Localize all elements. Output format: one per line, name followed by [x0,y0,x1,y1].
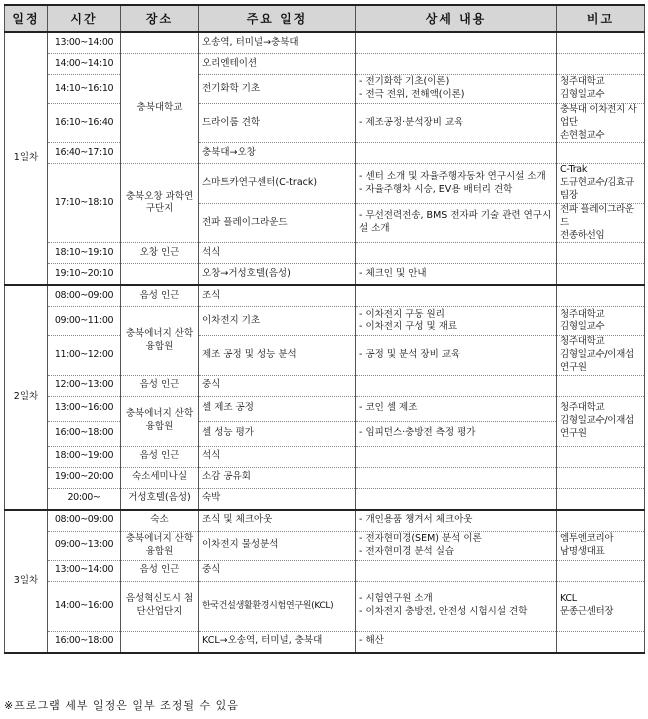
note-line: 김형일교수/이재섭연구원 [560,349,634,373]
main-cell: 오창→거성호텔(음성) [199,264,356,286]
day-label: 3일차 [5,510,48,653]
detail-cell [356,631,557,653]
header-place: 장소 [121,5,199,32]
detail-line: - 개인용품 챙겨서 체크아웃 [359,514,473,526]
note-cell [557,54,645,75]
day-label: 1일차 [5,32,48,285]
place-cell: 충북대학교 [121,54,199,164]
note-cell [557,243,645,264]
main-cell: 조식 [199,285,356,307]
detail-cell [356,243,557,264]
place-line: 충북에너지 산학융합원 [125,532,194,557]
place-cell: 음성 인근 [121,375,199,396]
note-cell [557,104,645,143]
time-cell: 13:00~16:00 [48,396,121,421]
time-cell: 17:10~18:10 [48,164,121,243]
place-cell: 음성 인근 [121,285,199,307]
detail-line: - 전극 전위, 전해액(이론) [359,89,465,100]
main-cell: 충북대→오창 [199,143,356,164]
time-cell: 16:00~18:00 [48,631,121,653]
main-cell: 석식 [199,243,356,264]
detail-line: - 무선전력전송, BMS 전자파 기술 관련 연구시설 소개 [359,210,552,235]
note-cell [557,531,645,560]
note-line: 김형일교수/이재섭연구원 [560,414,634,439]
table-row [5,421,645,446]
table-row [5,467,645,488]
time-cell: 16:40~17:10 [48,143,121,164]
header-detail: 상세 내용 [356,5,557,32]
place-cell [121,631,199,653]
note-line: 김형일교수 [560,321,605,333]
main-cell: 소감 공유회 [199,467,356,488]
time-cell: 16:00~18:00 [48,421,121,446]
header-note: 비고 [557,5,645,32]
place-line: 음성혁신도시 첨단산업단지 [125,593,194,618]
note-cell [557,143,645,164]
time-cell: 13:00~14:00 [48,32,121,54]
note-line: 청주대학교 [560,76,605,88]
detail-cell [356,285,557,307]
time-cell: 08:00~09:00 [48,285,121,307]
detail-line: - 공정 및 분석 장비 교육 [359,349,461,361]
detail-line: - 자율주행차 시승, EV용 배터리 견학 [359,183,513,195]
place-cell [121,264,199,286]
place-cell [121,531,199,560]
main-cell: 중식 [199,560,356,581]
main-cell: 셀 성능 평가 [199,421,356,446]
note-cell [557,164,645,203]
note-cell [557,32,645,54]
detail-cell [356,421,557,446]
detail-cell [356,560,557,581]
table-row [5,164,645,203]
time-cell: 12:00~13:00 [48,375,121,396]
detail-line: - 제조공정·분석장비 교육 [359,116,464,128]
time-cell: 19:10~20:10 [48,264,121,286]
note-line: 청주대학교 [560,402,605,414]
place-cell: 음성 인근 [121,446,199,467]
note-cell [557,75,645,104]
detail-cell [356,307,557,336]
time-cell: 09:00~11:00 [48,307,121,336]
table-row [5,396,645,421]
main-cell: 셀 제조 공정 [199,396,356,421]
note-cell [557,446,645,467]
detail-line: - 체크인 및 안내 [359,267,427,279]
note-cell [557,203,645,242]
table-row [5,143,645,164]
place-cell: 오창 인근 [121,243,199,264]
note-line: 청주대학교 [560,336,605,348]
note-line: 청주대학교 [560,308,605,320]
detail-cell [356,32,557,54]
place-cell: 숙소세미나실 [121,467,199,488]
detail-cell [356,510,557,532]
time-cell: 16:10~16:40 [48,104,121,143]
time-cell: 09:00~13:00 [48,531,121,560]
detail-line: - 코인 셀 제조 [359,402,418,414]
detail-line: - 센터 소개 및 자율주행자동차 연구시설 소개 [359,170,546,182]
table-row [5,32,645,54]
detail-cell [356,104,557,143]
detail-cell [356,375,557,396]
day-label: 2일차 [5,285,48,509]
detail-cell [356,164,557,203]
detail-line: - 이차전지 충방전, 안전성 시험시설 견학 [359,606,528,618]
note-cell [557,488,645,510]
place-cell: 거성호텔(음성) [121,488,199,510]
table-row [5,631,645,653]
main-cell: 이차전지 기초 [199,307,356,336]
detail-line: - 전기화학 기초(이론) [359,76,450,88]
main-cell: 오송역, 터미널→충북대 [199,32,356,54]
detail-line: - 이차전지 구성 및 재료 [359,321,458,333]
time-cell: 18:00~19:00 [48,446,121,467]
header-main: 주요 일정 [199,5,356,32]
note-line: 남명생대표 [560,545,605,557]
detail-cell [356,396,557,421]
main-cell: 제조 공정 및 성능 분석 [199,336,356,375]
detail-cell [356,488,557,510]
table-row [5,560,645,581]
note-cell [557,581,645,631]
table-row [5,75,645,104]
table-row [5,285,645,307]
main-cell: 중식 [199,375,356,396]
table-row [5,54,645,75]
detail-cell [356,446,557,467]
note-cell [557,396,645,446]
detail-cell [356,75,557,104]
place-line: 충북에너지 산학융합원 [125,408,194,433]
main-cell: 전기화학 기초 [199,75,356,104]
time-cell: 20:00~ [48,488,121,510]
main-cell: 전파 플레이그라운드 [199,203,356,242]
note-line: 도규현교수/김효규팀장 [560,177,634,202]
note-line: 문종근센터장 [560,606,614,618]
time-cell: 08:00~09:00 [48,510,121,532]
detail-line: - 임피던스·충방전 측정 평가 [359,427,476,439]
detail-cell [356,54,557,75]
place-cell [121,164,199,243]
table-row [5,307,645,336]
detail-line: - 이차전지 구동 원리 [359,308,445,320]
note-line: 충북대 이차전지 사업단 [560,104,637,128]
time-cell: 14:10~16:10 [48,75,121,104]
main-cell: 한국건설생활환경시험연구원(KCL) [199,581,356,631]
place-line: 충북오창 과학연구단지 [125,190,194,215]
time-cell: 11:00~12:00 [48,336,121,375]
note-line: 엠투엔코리아 [560,532,614,544]
main-cell: 석식 [199,446,356,467]
place-cell [121,396,199,446]
detail-cell [356,203,557,242]
detail-cell [356,581,557,631]
note-cell [557,467,645,488]
time-cell: 18:10~19:10 [48,243,121,264]
detail-cell [356,531,557,560]
main-cell: 스마트카연구센터(C-track) [199,164,356,203]
table-row [5,446,645,467]
footnote: ※프로그램 세부 일정은 일부 조정될 수 있음 [4,699,239,712]
note-line: 손현철교수 [560,129,605,141]
place-cell: 음성 인근 [121,560,199,581]
place-cell [121,32,199,54]
table-row [5,264,645,286]
schedule-table [4,4,645,654]
note-cell [557,307,645,336]
main-cell: 조식 및 체크아웃 [199,510,356,532]
note-cell [557,510,645,532]
time-cell: 14:00~14:10 [48,54,121,75]
time-cell: 14:00~16:00 [48,581,121,631]
note-cell [557,631,645,653]
table-row [5,375,645,396]
note-line: 전파 플레이그라운드 [560,203,634,228]
place-cell [121,307,199,375]
header-time: 시간 [48,5,121,32]
table-row [5,510,645,532]
note-cell [557,336,645,375]
place-cell [121,581,199,631]
note-line: KCL [560,593,577,605]
detail-line: - 시험연구원 소개 [359,593,433,605]
detail-line: - 전자현미경(SEM) 분석 이론 [359,532,482,544]
note-cell [557,375,645,396]
table-row [5,488,645,510]
detail-line: - 전자현미경 분석 실습 [359,545,455,557]
time-cell: 19:00~20:00 [48,467,121,488]
main-cell: KCL→오송역, 터미널, 충북대 [199,631,356,653]
place-line: 충북에너지 산학융합원 [125,328,194,353]
main-cell: 오리엔테이션 [199,54,356,75]
detail-line: - 해산 [359,635,384,647]
table-row [5,336,645,375]
note-cell [557,560,645,581]
detail-cell [356,467,557,488]
detail-cell [356,336,557,375]
note-line: 김형일교수 [560,89,605,100]
note-cell [557,285,645,307]
table-row [5,581,645,631]
detail-cell [356,264,557,286]
main-cell: 숙박 [199,488,356,510]
place-cell: 숙소 [121,510,199,532]
main-cell: 드라이룸 견학 [199,104,356,143]
main-cell: 이차전지 물성분석 [199,531,356,560]
header-day: 일정 [5,5,48,32]
table-row [5,243,645,264]
detail-cell [356,143,557,164]
note-line: 전종하선임 [560,229,605,241]
note-line: C-Trak [560,164,588,176]
table-row [5,104,645,143]
table-row [5,531,645,560]
time-cell: 13:00~14:00 [48,560,121,581]
note-cell [557,264,645,286]
